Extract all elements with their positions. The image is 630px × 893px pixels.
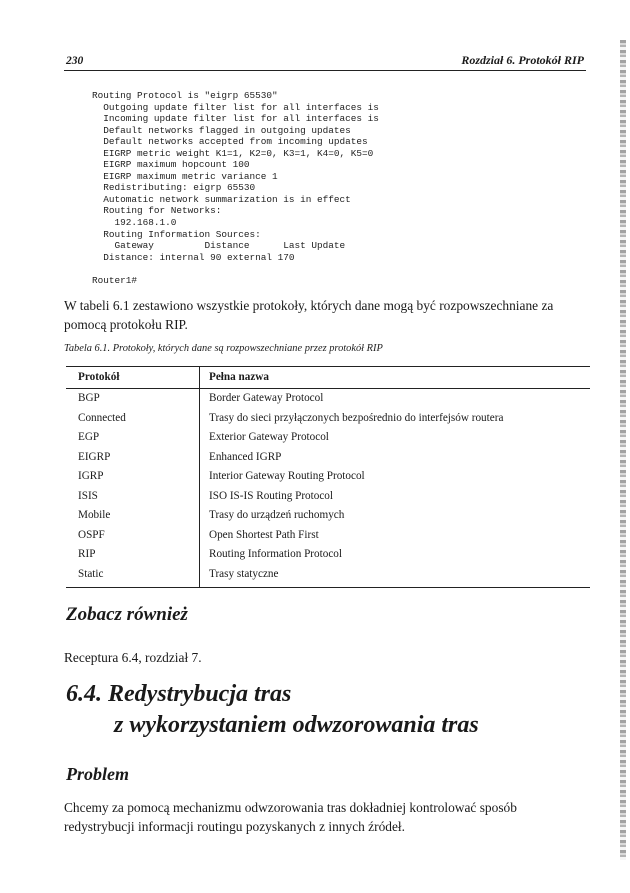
intro-paragraph: W tabeli 6.1 zestawiono wszystkie protokoły, których dane mogą być rozpowszechniane za pomocą protokołu RIP. <box>64 298 554 332</box>
table-row <box>66 411 590 431</box>
table-row <box>66 528 590 548</box>
see-also-heading: Zobacz również <box>66 604 188 625</box>
protocol-cell: EGP <box>78 431 100 443</box>
table-top-rule <box>66 366 590 367</box>
code-line: Routing for Networks: <box>92 205 222 217</box>
table-header-protocol: Protokół <box>78 371 120 383</box>
protocol-cell: ISIS <box>78 489 98 502</box>
router-output-code <box>92 90 379 286</box>
see-also-text: Receptura 6.4, rozdział 7. <box>64 650 202 665</box>
full-name-cell: Trasy do sieci przyłączonych bezpośrednio do interfejsów routera <box>209 411 504 424</box>
code-line: Distance: internal 90 external 170 <box>92 251 295 263</box>
table-header-rule <box>66 388 590 389</box>
code-line: Outgoing update filter list for all interfaces is <box>92 101 379 113</box>
protocol-cell: OSPF <box>78 528 105 541</box>
full-name-cell: Interior Gateway Routing Protocol <box>209 470 365 482</box>
code-line: Redistributing: eigrp 65530 <box>92 182 256 194</box>
full-name-cell: Border Gateway Protocol <box>209 392 324 404</box>
code-line: Automatic network summarization is in effect <box>92 193 351 205</box>
full-name-cell: Routing Information Protocol <box>209 548 342 560</box>
full-name-cell: Exterior Gateway Protocol <box>209 431 329 443</box>
code-line: Routing Information Sources: <box>92 228 261 240</box>
table-row <box>66 567 590 587</box>
page-number: 230 <box>66 55 84 67</box>
table-row <box>66 450 590 470</box>
problem-heading: Problem <box>66 764 129 784</box>
table-row <box>66 489 590 509</box>
full-name-cell: ISO IS-IS Routing Protocol <box>209 489 334 502</box>
table-bottom-rule <box>66 587 590 588</box>
table-row <box>66 508 590 528</box>
section-title-line1: 6.4. Redystrybucja tras <box>66 681 292 707</box>
code-line: Routing Protocol is "eigrp 65530" <box>92 90 278 101</box>
full-name-cell: Open Shortest Path First <box>209 528 319 541</box>
section-title-line2: z wykorzystaniem odwzorowania tras <box>114 712 479 738</box>
protocol-cell: RIP <box>78 548 96 560</box>
problem-text: Chcemy za pomocą mechanizmu odwzorowania tras dokładniej kontrolować sposób redystrybucji informacji routingu pozyskanych z innych źródeł. <box>64 800 517 834</box>
table-row <box>66 430 590 450</box>
table-row <box>66 469 590 489</box>
code-line: EIGRP maximum metric variance 1 <box>92 170 278 182</box>
table-caption: Tabela 6.1. Protokoły, których dane są rozpowszechniane przez protokół RIP <box>64 343 383 354</box>
code-line: Gateway Distance Last Update <box>92 240 346 252</box>
code-line: Default networks flagged in outgoing updates <box>92 124 351 136</box>
protocol-cell: Static <box>78 567 104 580</box>
table-body <box>66 391 590 586</box>
table-header-full-name: Pełna nazwa <box>209 371 269 383</box>
code-line: EIGRP metric weight K1=1, K2=0, K3=1, K4=0, K5=0 <box>92 147 374 159</box>
protocol-cell: EIGRP <box>78 450 111 463</box>
full-name-cell: Enhanced IGRP <box>209 450 282 463</box>
protocol-cell: Connected <box>78 411 126 424</box>
code-line: 192.168.1.0 <box>92 217 177 229</box>
protocol-cell: Mobile <box>78 509 111 521</box>
full-name-cell: Trasy statyczne <box>209 567 279 580</box>
table-row <box>66 391 590 411</box>
running-header-chapter: Rozdział 6. Protokół RIP <box>461 53 584 67</box>
scan-edge-shadow <box>620 40 626 860</box>
code-line: Default networks accepted from incoming updates <box>92 136 368 148</box>
code-line: Incoming update filter list for all interfaces is <box>92 113 379 125</box>
table-row <box>66 547 590 567</box>
protocol-cell: BGP <box>78 392 100 404</box>
code-line: EIGRP maximum hopcount 100 <box>92 159 250 171</box>
code-line: Router1# <box>92 274 138 286</box>
full-name-cell: Trasy do urządzeń ruchomych <box>209 509 345 521</box>
protocol-cell: IGRP <box>78 470 104 482</box>
header-rule <box>64 70 586 71</box>
protocols-table <box>66 366 590 592</box>
